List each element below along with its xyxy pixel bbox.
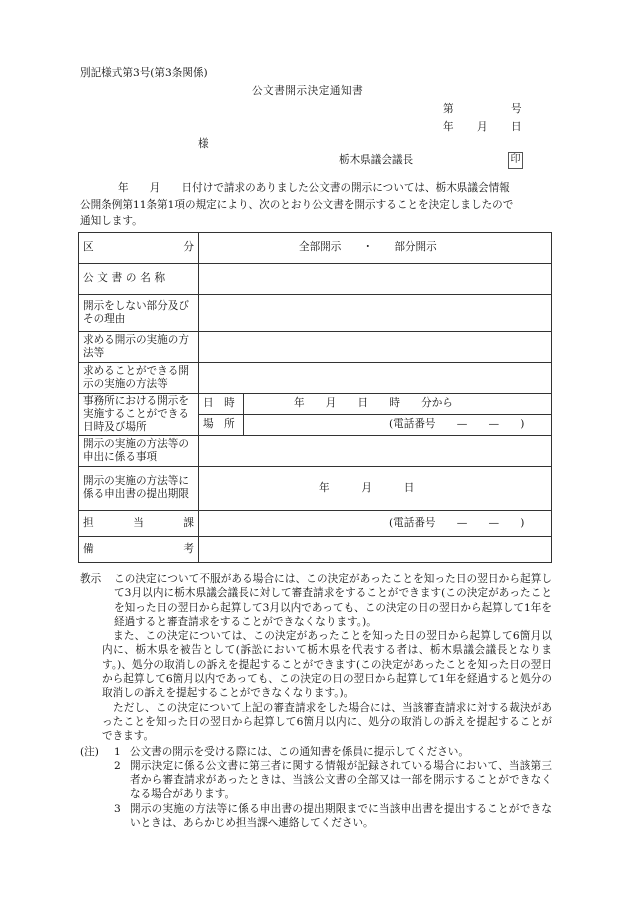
number-dai: 第 bbox=[443, 103, 454, 115]
row-application-matters bbox=[79, 435, 552, 466]
label-available-method: 求めることができる開示の実施の方法等 bbox=[79, 363, 199, 394]
row-document-name bbox=[79, 264, 552, 295]
sender-name: 栃木県議会議長 bbox=[339, 154, 414, 166]
label-biko: 備 考 bbox=[79, 536, 199, 562]
date-day: 日 bbox=[511, 121, 522, 133]
label-deadline: 開示の実施の方法等に係る申出書の提出期限 bbox=[79, 466, 199, 510]
note-3-number: 3 bbox=[114, 802, 121, 815]
label-tantou: 担 当 課 bbox=[79, 510, 199, 536]
row-biko bbox=[79, 536, 552, 562]
intro-line-3: 通知します。 bbox=[80, 215, 143, 227]
disclosure-form-table bbox=[78, 232, 552, 563]
label-place: 場 所 bbox=[199, 414, 244, 435]
note-1-number: 1 bbox=[114, 745, 121, 758]
date-month: 月 bbox=[477, 121, 488, 133]
label-office-disclosure: 事務所における開示を実施することができる日時及び場所 bbox=[79, 394, 199, 436]
kyouji-paragraph-2: また、この決定については、この決定があったことを知った日の翌日から起算して6箇月以内に、栃木県を被告として(訴訟において栃木県を代表する者は、栃木県議会議長となります。)、処分の取消しの訴えを提起することができます(この決定があったことを知った日の翌日から起算して6箇月以内であっても、この決定の日の翌日から起算して1年を経過すると処分の取消しの訴えを提起することができなくなります。)。 bbox=[102, 630, 552, 700]
kyouji-block bbox=[80, 572, 552, 629]
intro-line-1: 年 月 日付けで請求のありました公文書の開示については、栃木県議会情報 bbox=[118, 182, 510, 194]
value-application-matters bbox=[199, 435, 552, 466]
row-deadline bbox=[79, 466, 552, 510]
note-3-text: 開示の実施の方法等に係る申出書の提出期限までに当該申出書を提出することができないときは、あらかじめ担当課へ連絡してください。 bbox=[130, 802, 552, 830]
notes-label: (注) bbox=[80, 745, 99, 758]
note-2 bbox=[80, 759, 552, 802]
kyouji-paragraph-3: ただし、この決定について上記の審査請求をした場合には、当該審査請求に対する裁決があったことを知った日の翌日から起算して6箇月以内に、処分の取消しの訴えを提起することができます。 bbox=[102, 701, 552, 743]
value-datetime: 年 月 日 時 分から bbox=[244, 394, 552, 415]
value-biko bbox=[199, 536, 552, 562]
value-requested-method bbox=[199, 332, 552, 363]
label-undisclosed-part: 開示をしない部分及びその理由 bbox=[79, 295, 199, 332]
value-tantou: (電話番号 — — ) bbox=[199, 510, 552, 536]
row-office-datetime bbox=[79, 394, 552, 415]
value-place: (電話番号 — — ) bbox=[244, 414, 552, 435]
kyouji-paragraph-1: この決定について不服がある場合には、この決定があったことを知った日の翌日から起算して3月以内に栃木県議会議長に対して審査請求をすることができます(この決定があったことを知った日の翌日から起算して3月以内であっても、この決定の日の翌日から起算して1年を経過すると審査請求をすることができなくなります。)。 bbox=[114, 573, 552, 628]
note-2-number: 2 bbox=[114, 759, 121, 772]
label-document-name: 公文書の名称 bbox=[79, 264, 199, 295]
label-requested-method: 求める開示の実施の方法等 bbox=[79, 332, 199, 363]
note-2-text: 開示決定に係る公文書に第三者に関する情報が記録されている場合において、当該第三者から審査請求があったときは、当該公文書の全部又は一部を開示することができなくなる場合があります。 bbox=[130, 759, 552, 801]
label-application-matters: 開示の実施の方法等の申出に係る事項 bbox=[79, 435, 199, 466]
row-kubun bbox=[79, 233, 552, 264]
intro-line-2: 公開条例第11条第1項の規定により、次のとおり公文書を開示することを決定しましたので bbox=[80, 199, 514, 211]
document-title: 公文書開示決定通知書 bbox=[252, 85, 364, 97]
row-undisclosed-part bbox=[79, 295, 552, 332]
row-requested-method bbox=[79, 332, 552, 363]
seal-mark bbox=[508, 152, 523, 169]
instructions-section bbox=[80, 572, 552, 830]
kyouji-label: 教示 bbox=[80, 573, 102, 585]
value-undisclosed-part bbox=[199, 295, 552, 332]
form-number: 別記様式第3号(第3条関係) bbox=[80, 67, 208, 79]
recipient-honorific: 様 bbox=[198, 138, 209, 150]
label-datetime: 日 時 bbox=[199, 394, 244, 415]
number-go: 号 bbox=[511, 103, 522, 115]
value-deadline: 年 月 日 bbox=[199, 466, 552, 510]
date-year: 年 bbox=[443, 121, 454, 133]
note-1-text: 公文書の開示を受ける際には、この通知書を係員に提示してください。 bbox=[130, 745, 469, 758]
note-3 bbox=[80, 802, 552, 831]
value-available-method bbox=[199, 363, 552, 394]
row-tantou bbox=[79, 510, 552, 536]
label-kubun: 区 分 bbox=[79, 233, 199, 264]
note-1 bbox=[80, 745, 552, 759]
value-kubun: 全部開示 ・ 部分開示 bbox=[199, 233, 552, 264]
row-available-method bbox=[79, 363, 552, 394]
seal-box: 印 bbox=[508, 152, 523, 169]
value-document-name bbox=[199, 264, 552, 295]
